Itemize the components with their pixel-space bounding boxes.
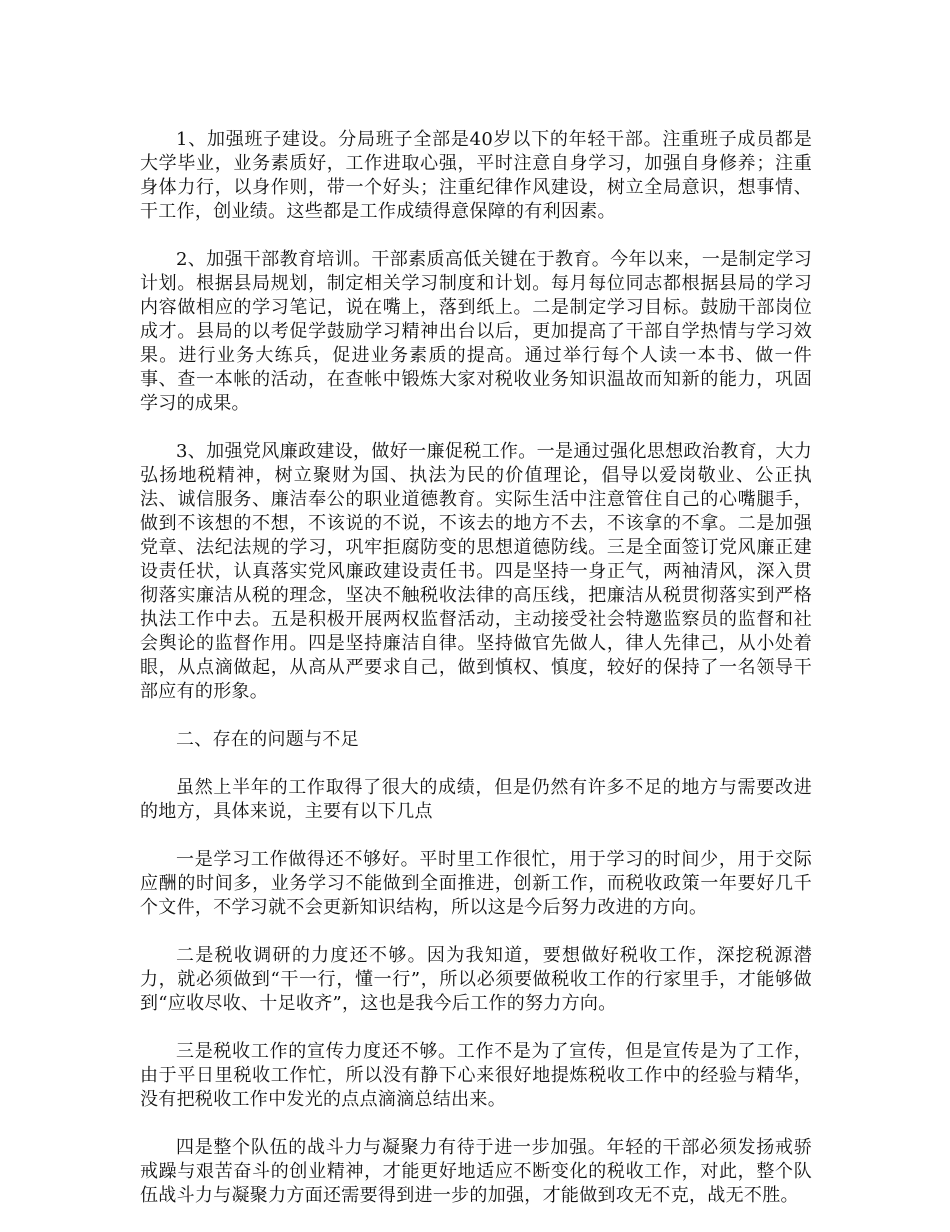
section-heading: 二、存在的问题与不足: [176, 729, 359, 750]
paragraph-team-building: 1、加强班子建设。分局班子全部是40岁以下的年轻干部。注重班子成员都是大学毕业，业务素质好，工作进取心强，平时注意自身学习，加强自身修养；注重身体力行，以身作则，带一个好头；注重纪律作风建设，树立全局意识，想事情、干工作，创业绩。这些都是工作成绩得意保障的有利因素。: [140, 129, 812, 222]
paragraph-problem-team: 四是整个队伍的战斗力与凝聚力有待于进一步加强。年轻的干部必须发扬戒骄戒躁与艰苦奋斗的创业精神，才能更好地适应不断变化的税收工作，对此，整个队伍战斗力与凝聚力方面还需要得到进一步的加强，才能做到攻无不克，战无不胜。: [140, 1137, 812, 1206]
document-body: [140, 128, 812, 1232]
paragraph-problem-study: 一是学习工作做得还不够好。平时里工作很忙，用于学习的时间少，用于交际应酬的时间多，业务学习不能做到全面推进，创新工作，而税收政策一年要好几千个文件，不学习就不会更新知识结构，所以这是今后努力改进的方向。: [140, 849, 812, 918]
paragraph-integrity: 3、加强党风廉政建设，做好一廉促税工作。一是通过强化思想政治教育，大力弘扬地税精神，树立聚财为国、执法为民的价值理论，倡导以爱岗敬业、公正执法、诚信服务、廉洁奉公的职业道德教育。实际生活中注意管住自己的心嘴腿手，做到不该想的不想，不该说的不说，不该去的地方不去，不该拿的不拿。二是加强党章、法纪法规的学习，巩牢拒腐防变的思想道德防线。三是全面签订党风廉正建设责任状，认真落实党风廉政建设责任书。四是坚持一身正气，两袖清风，深入贯彻落实廉洁从税的理念，坚决不触税收法律的高压线，把廉洁从税贯彻落实到严格执法工作中去。五是积极开展两权监督活动，主动接受社会特邀监察员的监督和社会舆论的监督作用。四是坚持廉洁自律。坚持做官先做人，律人先律己，从小处着眼，从点滴做起，从高从严要求自己，做到慎权、慎度，较好的保持了一名领导干部应有的形象。: [140, 441, 812, 702]
paragraph-intro-problems: 虽然上半年的工作取得了很大的成绩，但是仍然有许多不足的地方与需要改进的地方，具体来说，主要有以下几点: [140, 777, 812, 822]
paragraph-problem-publicity: 三是税收工作的宣传力度还不够。工作不是为了宣传，但是宣传是为了工作，由于平日里税收工作忙，所以没有静下心来很好地提炼税收工作中的经验与精华，没有把税收工作中发光的点点滴滴总结出来。: [140, 1041, 812, 1110]
paragraph-cadre-training: 2、加强干部教育培训。干部素质高低关键在于教育。今年以来，一是制定学习计划。根据县局规划，制定相关学习制度和计划。每月每位同志都根据县局的学习内容做相应的学习笔记，说在嘴上，落到纸上。二是制定学习目标。鼓励干部岗位成才。县局的以考促学鼓励学习精神出台以后，更加提高了干部自学热情与学习效果。进行业务大练兵，促进业务素质的提高。通过举行每个人读一本书、做一件事、查一本帐的活动，在查帐中锻炼大家对税收业务知识温故而知新的能力，巩固学习的成果。: [140, 249, 812, 414]
paragraph-problem-research: 二是税收调研的力度还不够。因为我知道，要想做好税收工作，深挖税源潜力，就必须做到“干一行，懂一行”，所以必须要做税收工作的行家里手，才能够做到“应收尽收、十足收齐”，这也是我今后工作的努力方向。: [140, 945, 812, 1014]
